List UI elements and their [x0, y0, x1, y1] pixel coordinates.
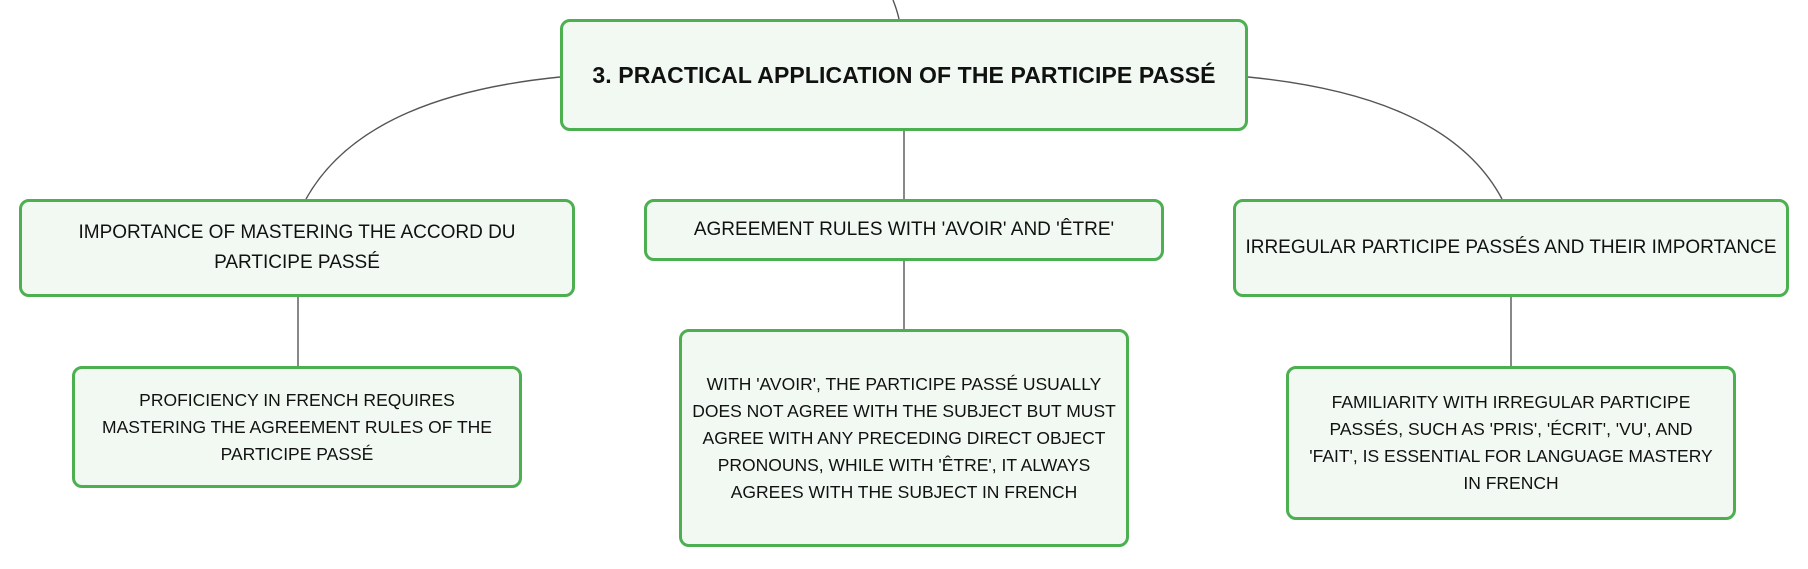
root-topic-node[interactable] — [560, 19, 1248, 131]
leaf-label: PROFICIENCY IN FRENCH REQUIRES MASTERING THE AGREEMENT RULES OF THE PARTICIPE PASSÉ — [102, 389, 492, 464]
connector-root-to-left-branch — [306, 77, 560, 199]
branch-node-agreement-rules[interactable] — [644, 199, 1164, 261]
leaf-node-irregular-detail[interactable] — [1286, 366, 1736, 520]
leaf-node-importance-detail[interactable] — [72, 366, 522, 488]
leaf-node-agreement-detail[interactable] — [679, 329, 1129, 547]
branch-label: AGREEMENT RULES WITH 'AVOIR' AND 'ÊTRE' — [693, 219, 1115, 240]
leaf-label: FAMILIARITY WITH IRREGULAR PARTICIPE PASSÉS, SUCH AS 'PRIS', 'ÉCRIT', 'VU', AND 'FAIT', IS ESSENTIAL FOR LANGUAGE MASTERY IN FRENCH — [1309, 392, 1713, 493]
leaf-label: WITH 'AVOIR', THE PARTICIPE PASSÉ USUALLY DOES NOT AGREE WITH THE SUBJECT BUT MUST AGREE WITH ANY PRECEDING DIRECT OBJECT PRONOUNS, WHILE WITH 'ÊTRE', IT ALWAYS AGREES WITH THE SUBJECT IN FRENCH — [692, 373, 1116, 502]
connector-to-parent — [893, 0, 899, 19]
branch-node-importance[interactable] — [19, 199, 575, 297]
branch-node-irregular[interactable] — [1233, 199, 1789, 297]
branch-label: IMPORTANCE OF MASTERING THE ACCORD DU PARTICIPE PASSÉ — [78, 222, 516, 273]
root-topic-label: 3. PRACTICAL APPLICATION OF THE PARTICIPE PASSÉ — [592, 61, 1216, 88]
branch-label: IRREGULAR PARTICIPE PASSÉS AND THEIR IMPORTANCE — [1245, 237, 1777, 258]
connector-root-to-right-branch — [1248, 77, 1502, 199]
